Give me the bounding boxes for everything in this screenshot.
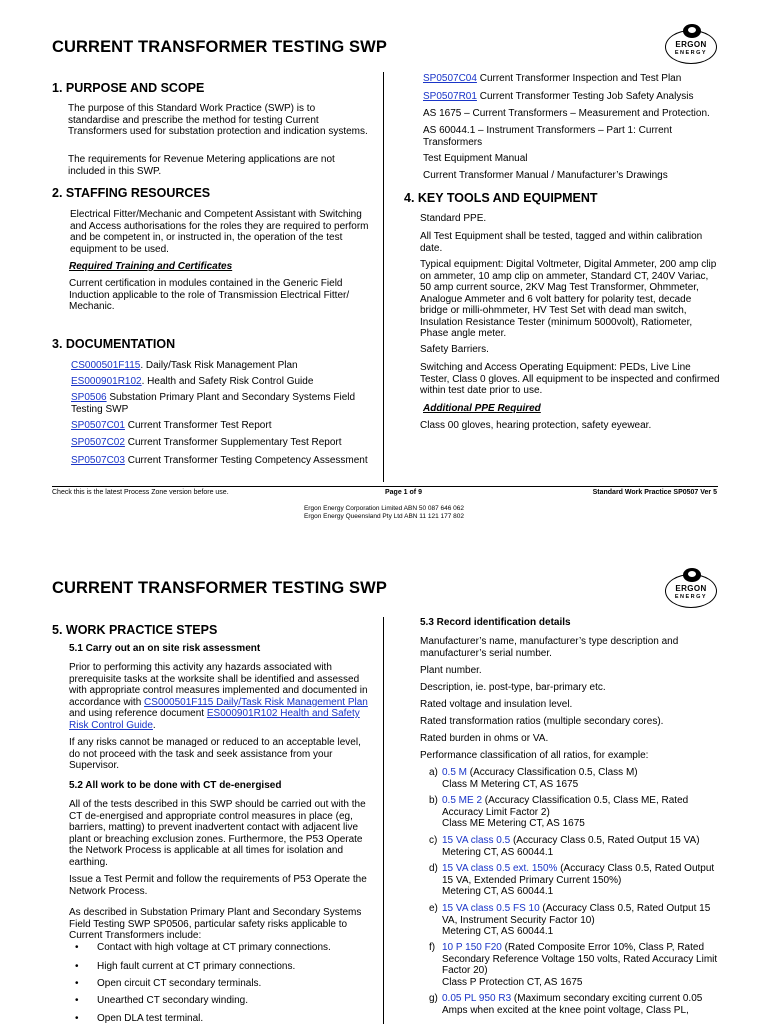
doc-ref: SP0507C02 Current Transformer Supplementary Test Report	[71, 437, 342, 448]
paragraph: Rated voltage and insulation level.	[420, 699, 573, 710]
doc-ref: SP0507C04 Current Transformer Inspection and Test Plan	[423, 73, 682, 84]
section-heading: 1. PURPOSE AND SCOPE	[52, 81, 205, 95]
paragraph: Switching and Access Operating Equipment: PEDs, Live Line Tester, Class 0 gloves. All equipment to be inspected and confirmed within test date prior to use.	[420, 362, 720, 396]
paragraph: All Test Equipment shall be tested, tagged and within calibration date.	[420, 231, 703, 254]
list-item: • Contact with high voltage at CT primary connections.	[97, 942, 331, 954]
ergon-energy-logo: ERGON ENERGY	[665, 568, 717, 608]
page-2	[0, 560, 768, 1024]
doc-link[interactable]: ES000901R102	[71, 376, 142, 387]
ergon-energy-logo: ERGON ENERGY	[665, 24, 717, 64]
section-heading: 2. STAFFING RESOURCES	[52, 186, 211, 200]
classification-item: c) 15 VA class 0.5 (Accuracy Class 0.5, Rated Output 15 VA) Metering CT, AS 60044.1	[429, 835, 700, 858]
page-title: CURRENT TRANSFORMER TESTING SWP	[52, 38, 387, 56]
paragraph: Electrical Fitter/Mechanic and Competent Assistant with Switching and Access authorisations for the roles they are required to perform and be competent in, or instructed in, the operation of the test equipment to be used.	[70, 209, 369, 255]
doc-link[interactable]: SP0507R01	[423, 91, 477, 102]
classification-item: g) 0.05 PL 950 R3 (Maximum secondary exciting current 0.05 Amps when excited at the knee point voltage, Class PL,	[429, 993, 703, 1016]
standard-ref: AS 60044.1 – Instrument Transformers – Part 1: Current Transformers	[423, 125, 673, 148]
classification-code: 15 VA class 0.5 FS 10	[442, 903, 540, 914]
classification-code: 15 VA class 0.5	[442, 835, 511, 846]
subsection-heading: 5.1 Carry out an on site risk assessment	[69, 643, 261, 654]
classification-item: e) 15 VA class 0.5 FS 10 (Accuracy Class 0.5, Rated Output 15 VA, Instrument Security Factor 10) Metering CT, AS 60044.1	[429, 903, 711, 937]
classification-code: 15 VA class 0.5 ext. 150%	[442, 863, 558, 874]
standard-ref: Current Transformer Manual / Manufacturer’s Drawings	[423, 170, 668, 181]
list-item: • Unearthed CT secondary winding.	[97, 995, 248, 1007]
paragraph: The requirements for Revenue Metering applications are not included in this SWP.	[68, 154, 335, 177]
doc-ref: SP0507C03 Current Transformer Testing Competency Assessment	[71, 455, 368, 466]
subheading: Required Training and Certificates	[69, 261, 233, 272]
column-divider	[383, 617, 384, 1024]
section-heading: 3. DOCUMENTATION	[52, 337, 176, 351]
paragraph: Class 00 gloves, hearing protection, safety eyewear.	[420, 420, 652, 431]
standard-ref: Test Equipment Manual	[423, 153, 528, 164]
doc-link[interactable]: SP0507C04	[423, 73, 477, 84]
footer-rule	[52, 486, 718, 487]
standard-ref: AS 1675 – Current Transformers – Measurement and Protection.	[423, 108, 710, 119]
paragraph: Safety Barriers.	[420, 344, 489, 355]
doc-link[interactable]: CS000501F115	[71, 360, 141, 371]
section-heading: 5. WORK PRACTICE STEPS	[52, 623, 218, 637]
abn-line: Ergon Energy Corporation Limited ABN 50 087 646 062	[303, 505, 465, 512]
classification-code: 0.5 ME 2	[442, 795, 483, 806]
doc-link[interactable]: SP0507C03	[71, 455, 125, 466]
paragraph: Current certification in modules contained in the Generic Field Induction applicable to the role of Transmission Electrical Fitter/ Mechanic.	[69, 278, 350, 312]
document-version: Standard Work Practice SP0507 Ver 5	[592, 489, 717, 496]
paragraph: Rated transformation ratios (multiple secondary cores).	[420, 716, 664, 727]
subsection-heading: 5.2 All work to be done with CT de-energised	[69, 780, 282, 791]
footer-note: Check this is the latest Process Zone version before use.	[52, 489, 229, 496]
doc-link[interactable]: CS000501F115 Daily/Task Risk Management Plan	[144, 696, 368, 708]
doc-ref: SP0507R01 Current Transformer Testing Job Safety Analysis	[423, 91, 694, 102]
section-heading: 4. KEY TOOLS AND EQUIPMENT	[404, 191, 598, 205]
abn-line: Ergon Energy Queensland Pty Ltd ABN 11 121 177 802	[304, 513, 464, 520]
doc-ref: CS000501F115. Daily/Task Risk Management Plan	[71, 360, 298, 371]
subheading: Additional PPE Required	[423, 403, 541, 414]
list-item: • Open DLA test terminal.	[97, 1013, 203, 1024]
paragraph: As described in Substation Primary Plant and Secondary Systems Field Testing SWP SP0506, particular safety risks applicable to Current Transformers include:	[69, 907, 362, 941]
doc-link[interactable]: ES000901R102 Health and Safety Risk Control Guide	[69, 708, 360, 731]
doc-link[interactable]: SP0507C02	[71, 437, 125, 448]
doc-link[interactable]: SP0507C01	[71, 420, 125, 431]
classification-item: f) 10 P 150 F20 (Rated Composite Error 10%, Class P, Rated Secondary Reference Voltage 150 volts, Rated Accuracy Limit Factor 20) Class P Protection CT, AS 1675	[429, 942, 718, 988]
doc-ref: SP0506 Substation Primary Plant and Secondary Systems Field Testing SWP	[71, 392, 356, 415]
paragraph: The purpose of this Standard Work Practice (SWP) is to standardise and prescribe the method for testing Current Transformers used for substation protection and indication systems.	[68, 103, 368, 137]
paragraph: Standard PPE.	[420, 213, 487, 224]
paragraph: All of the tests described in this SWP should be carried out with the CT de-energised and appropriate control measures in place (eg, barriers, matting) to prevent inadvertent contact with adjacent live plant or breaching exclusion zones. Furthermore, the P53 Operate the Network Process is applicable at all times for isolation and earthing.	[69, 799, 366, 868]
paragraph: Prior to performing this activity any hazards associated with prerequisite tasks at the worksite shall be identified and assessed with appropriate control measures implemented and documented in accordance with CS000501F115 Daily/Task Risk Management Plan and using reference document ES000901R102 Health and Safety Risk Control Guide.	[69, 662, 368, 731]
paragraph: If any risks cannot be managed or reduced to an acceptable level, do not proceed with the task and seek assistance from your Supervisor.	[69, 737, 361, 771]
paragraph: Manufacturer’s name, manufacturer’s type description and manufacturer’s serial number.	[420, 636, 679, 659]
classification-code: 10 P 150 F20	[442, 942, 502, 953]
list-item: • Open circuit CT secondary terminals.	[97, 978, 261, 990]
paragraph: Description, ie. post-type, bar-primary etc.	[420, 682, 606, 693]
paragraph: Rated burden in ohms or VA.	[420, 733, 549, 744]
classification-item: d) 15 VA class 0.5 ext. 150% (Accuracy Class 0.5, Rated Output 15 VA, Extended Primary Current 150%) Metering CT, AS 60044.1	[429, 863, 715, 897]
paragraph: Typical equipment: Digital Voltmeter, Digital Ammeter, 200 amp clip on ammeter, 10 amp clip on ammeter, Standard CT, 240V Variac, 50 amp current source, 2KV Mag Test Transformer, Ohmmeter, Analogue Ammeter and 6 volt battery for polarity test, decade bridge or milli-ohmmeter, HV Test Set with dead man switch, Insulation Resistance Tester (minimum 5000volt), Ratiometer, Phase angle meter.	[420, 259, 717, 339]
page-title: CURRENT TRANSFORMER TESTING SWP	[52, 579, 387, 597]
classification-code: 0.05 PL 950 R3	[442, 993, 512, 1004]
list-item: • High fault current at CT primary connections.	[97, 961, 295, 973]
classification-code: 0.5 M	[442, 767, 468, 778]
paragraph: Performance classification of all ratios, for example:	[420, 750, 649, 761]
column-divider	[383, 72, 384, 482]
doc-ref: SP0507C01 Current Transformer Test Report	[71, 420, 272, 431]
classification-item: b) 0.5 ME 2 (Accuracy Classification 0.5, Class ME, Rated Accuracy Limit Factor 2) Class ME Metering CT, AS 1675	[429, 795, 689, 829]
paragraph: Plant number.	[420, 665, 482, 676]
doc-ref: ES000901R102. Health and Safety Risk Control Guide	[71, 376, 314, 387]
classification-item: a) 0.5 M (Accuracy Classification 0.5, Class M) Class M Metering CT, AS 1675	[429, 767, 638, 790]
page-number: Page 1 of 9	[385, 489, 422, 496]
doc-link[interactable]: SP0506	[71, 392, 107, 403]
subsection-heading: 5.3 Record identification details	[420, 617, 571, 628]
paragraph: Issue a Test Permit and follow the requirements of P53 Operate the Network Process.	[69, 874, 367, 897]
